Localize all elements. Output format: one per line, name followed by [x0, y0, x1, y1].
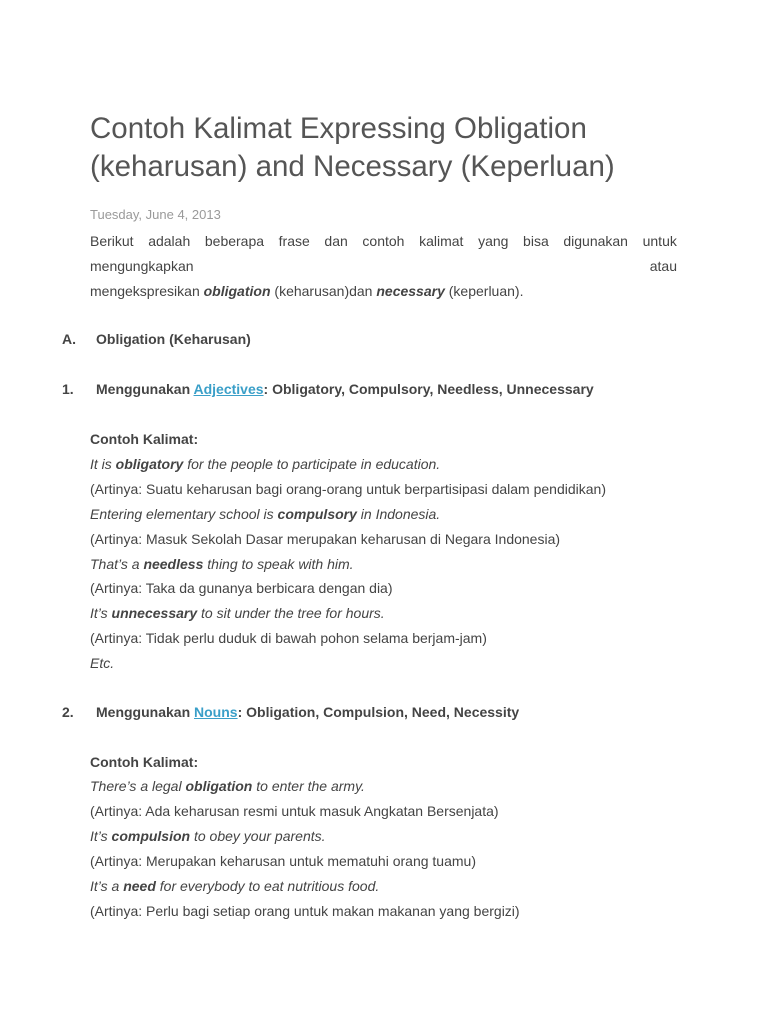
example-sentence [90, 455, 440, 473]
example-sentence [90, 877, 379, 895]
sentence-text: for everybody to eat nutritious food. [155, 878, 380, 894]
item-number: 2. [62, 704, 74, 720]
example-sentence [90, 505, 440, 523]
intro-word: contoh [362, 233, 405, 249]
intro-line-1 [90, 229, 677, 254]
sentence-text: Entering elementary school is [90, 506, 278, 522]
keyword: need [123, 878, 156, 894]
intro-word: atau [649, 258, 677, 274]
translation: (Artinya: Merupakan keharusan untuk mematuhi orang tuamu) [90, 853, 476, 869]
sentence-text: It’s [90, 605, 112, 621]
sentence-text: It is [90, 456, 116, 472]
example-sentence [90, 555, 354, 573]
example-sentence [90, 777, 365, 795]
item-1-heading [62, 380, 594, 398]
post-date: Tuesday, June 4, 2013 [90, 207, 221, 222]
item-2-heading [62, 703, 519, 721]
section-label: Obligation (Keharusan) [96, 331, 251, 347]
sentence-text: It’s [90, 828, 112, 844]
intro-word: beberapa [204, 233, 265, 249]
keyword: needless [143, 556, 204, 572]
intro-word: Berikut [90, 233, 134, 249]
keyword: unnecessary [111, 605, 198, 621]
intro-word: untuk [642, 233, 677, 249]
page-title: Contoh Kalimat Expressing Obligation (keharusan) and Necessary (Keperluan) [90, 112, 615, 183]
adjectives-link[interactable]: Adjectives [193, 381, 264, 397]
section-a-heading [62, 330, 251, 348]
intro-text: (keperluan). [444, 283, 524, 299]
sentence-text: That’s a [90, 556, 144, 572]
keyword: obligatory [115, 456, 184, 472]
translation: (Artinya: Masuk Sekolah Dasar merupakan keharusan di Negara Indonesia) [90, 531, 561, 547]
sentence-text: for the people to participate in education. [183, 456, 441, 472]
item-number: 1. [62, 381, 74, 397]
intro-paragraph [90, 229, 677, 304]
translation: (Artinya: Tidak perlu duduk di bawah pohon selama berjam-jam) [90, 630, 487, 646]
sentence-text: There’s a legal [90, 778, 186, 794]
intro-text: (keharusan)dan [270, 283, 377, 299]
contoh-kalimat-label: Contoh Kalimat: [90, 754, 199, 770]
intro-line-2 [90, 254, 677, 279]
example-sentence [90, 604, 385, 622]
sentence-text: to obey your parents. [190, 828, 326, 844]
sentence-text: It’s a [90, 878, 124, 894]
intro-line-3 [90, 279, 677, 304]
heading-text: Menggunakan [96, 381, 194, 397]
intro-word: digunakan [563, 233, 628, 249]
sentence-text: in Indonesia. [356, 506, 441, 522]
intro-word: adalah [148, 233, 191, 249]
section-letter: A. [62, 331, 76, 347]
intro-word: frase [278, 233, 310, 249]
intro-word: yang [478, 233, 509, 249]
intro-text: mengekspresikan [90, 283, 204, 299]
translation: (Artinya: Taka da gunanya berbicara dengan dia) [90, 580, 393, 596]
intro-word: kalimat [419, 233, 464, 249]
sentence-text: to enter the army. [252, 778, 365, 794]
heading-text: : Obligatory, Compulsory, Needless, Unnecessary [263, 381, 594, 397]
example-sentence [90, 827, 326, 845]
translation: (Artinya: Suatu keharusan bagi orang-orang untuk berpartisipasi dalam pendidikan) [90, 481, 606, 497]
intro-word: bisa [523, 233, 549, 249]
sentence-text: to sit under the tree for hours. [197, 605, 385, 621]
translation: (Artinya: Ada keharusan resmi untuk masuk Angkatan Bersenjata) [90, 803, 499, 819]
translation: (Artinya: Perlu bagi setiap orang untuk makan makanan yang bergizi) [90, 903, 520, 919]
intro-word: dan [324, 233, 348, 249]
intro-term-obligation: obligation [203, 283, 271, 299]
contoh-kalimat-label: Contoh Kalimat: [90, 431, 199, 447]
heading-text: : Obligation, Compulsion, Need, Necessity [237, 704, 520, 720]
sentence-text: thing to speak with him. [203, 556, 354, 572]
keyword: obligation [185, 778, 253, 794]
keyword: compulsory [277, 506, 357, 522]
intro-term-necessary: necessary [376, 283, 445, 299]
etc-text: Etc. [90, 655, 115, 671]
keyword: compulsion [111, 828, 191, 844]
heading-text: Menggunakan [96, 704, 195, 720]
intro-word: mengungkapkan [90, 258, 194, 274]
nouns-link[interactable]: Nouns [194, 704, 238, 720]
